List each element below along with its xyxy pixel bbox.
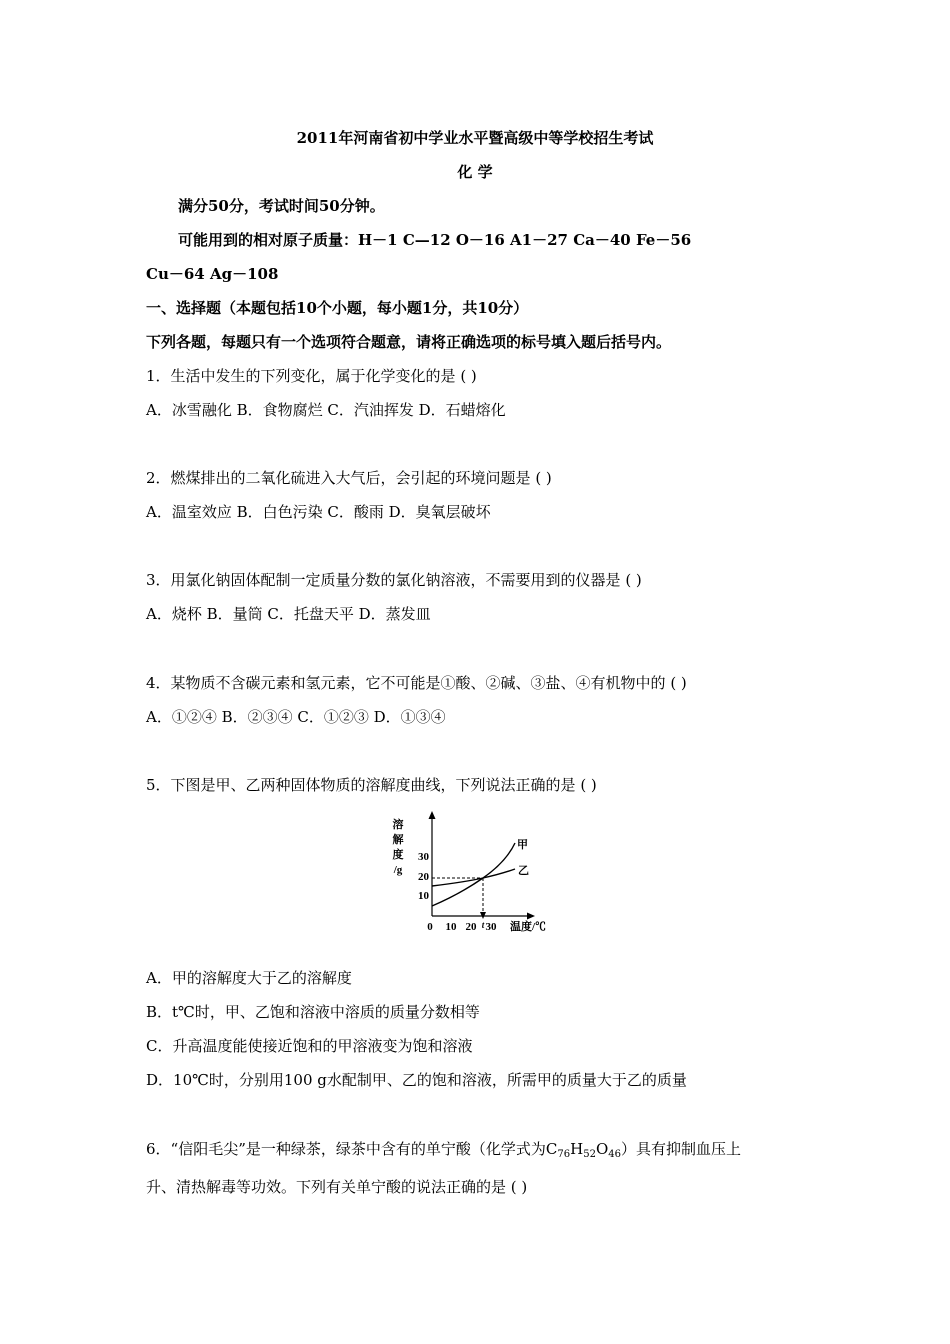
curve-label-jia: 甲	[517, 839, 528, 851]
hydrogen-symbol: H	[570, 1140, 584, 1158]
y-tick-label: 30	[418, 851, 429, 863]
x-tick-label: 0	[427, 921, 433, 933]
question-3-stem: 3．用氯化钠固体配制一定质量分数的氯化钠溶液，不需要用到的仪器是 ( )	[146, 571, 642, 589]
exam-info: 满分50分，考试时间50分钟。	[178, 197, 385, 215]
question-5-option-a: A．甲的溶解度大于乙的溶解度	[146, 969, 352, 987]
x-tick-label: 10	[445, 921, 457, 933]
question-5-option-d: D．10℃时，分别用100 g水配制甲、乙的饱和溶液，所需甲的质量大于乙的质量	[146, 1071, 687, 1089]
oxygen-symbol: O	[595, 1140, 609, 1158]
x-tick-label-t: t	[481, 920, 485, 930]
x-axis-label: 温度/℃	[509, 921, 547, 933]
question-6-stem-b: ）具有抑制血压上	[620, 1140, 741, 1158]
curve-jia	[432, 843, 515, 906]
atomic-mass-line1: 可能用到的相对原子质量：H－1 C—12 O－16 A1－27 Ca－40 Fe－56	[178, 231, 692, 249]
y-label-char: 解	[392, 834, 404, 846]
question-4-options: A．①②④ B．②③④ C．①②③ D．①③④	[146, 708, 446, 726]
question-5-option-c: C．升高温度能使接近饱和的甲溶液变为饱和溶液	[146, 1037, 473, 1055]
carbon-subscript: 76	[557, 1149, 571, 1160]
solubility-curve-graph	[380, 808, 580, 943]
question-5-stem: 5．下图是甲、乙两种固体物质的溶解度曲线，下列说法正确的是 ( )	[146, 776, 597, 794]
y-tick-label: 10	[418, 890, 429, 902]
question-6-stem-line2: 升、清热解毒等功效。下列有关单宁酸的说法正确的是 ( )	[146, 1178, 528, 1196]
question-3-options: A．烧杯 B．量筒 C．托盘天平 D．蒸发皿	[146, 605, 431, 623]
subject-title: 化 学	[457, 163, 493, 181]
y-axis-arrow	[429, 811, 436, 819]
x-axis-arrow	[527, 913, 535, 920]
question-2-options: A．温室效应 B．白色污染 C．酸雨 D．臭氧层破坏	[146, 503, 491, 521]
y-label-char: 度	[392, 849, 404, 861]
section-title: 一、选择题（本题包括10个小题，每小题1分，共10分）	[146, 299, 529, 317]
y-label-char: /g	[393, 864, 403, 876]
y-tick-label: 20	[418, 871, 429, 883]
question-1-options: A．冰雪融化 B．食物腐烂 C．汽油挥发 D．石蜡熔化	[146, 401, 506, 419]
curve-label-yi: 乙	[518, 865, 529, 877]
question-6-stem-a: 6．“信阳毛尖”是一种绿茶，绿茶中含有的单宁酸（化学式为C	[146, 1140, 558, 1158]
x-tick-label: 20	[465, 921, 477, 933]
question-6-stem-line1	[146, 1139, 741, 1159]
y-label-char: 溶	[392, 819, 404, 831]
section-instruction: 下列各题，每题只有一个选项符合题意，请将正确选项的标号填入题后括号内。	[146, 333, 672, 351]
question-4-stem: 4．某物质不含碳元素和氢元素，它不可能是①酸、②碱、③盐、④有机物中的 ( )	[146, 674, 687, 692]
oxygen-subscript: 46	[608, 1149, 621, 1160]
hydrogen-subscript: 52	[583, 1149, 596, 1160]
question-5-option-b: B．t℃时，甲、乙饱和溶液中溶质的质量分数相等	[146, 1003, 480, 1021]
x-tick-label: 30	[485, 921, 497, 933]
atomic-mass-line2: Cu－64 Ag－108	[146, 265, 279, 283]
question-1-stem: 1．生活中发生的下列变化，属于化学变化的是 ( )	[146, 367, 477, 385]
question-2-stem: 2．燃煤排出的二氧化硫进入大气后，会引起的环境问题是 ( )	[146, 469, 552, 487]
exam-title: 2011年河南省初中学业水平暨高级中等学校招生考试	[296, 129, 654, 147]
